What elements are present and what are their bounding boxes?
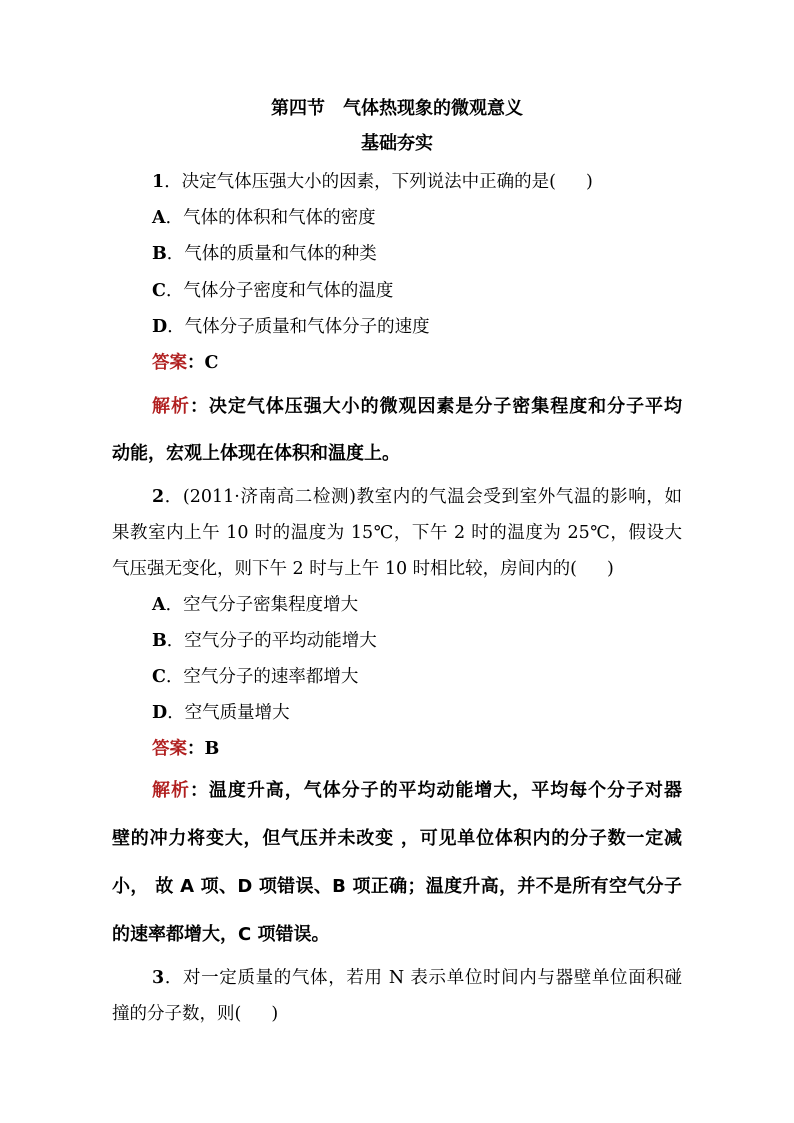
analysis-line: 壁的冲力将变大，但气压并未改变 ，可见单位体积内的分子数一定减 [112, 828, 682, 849]
option-d [152, 315, 430, 339]
option-d [152, 701, 290, 725]
option-c [152, 665, 358, 689]
option-text: ．气体分子密度和气体的温度 [165, 281, 394, 301]
option-letter: D [152, 317, 168, 337]
question-text-end: ) [586, 172, 593, 192]
question-text: 气压强无变化，则下午 2 时与上午 10 时相比较，房间内的( [112, 559, 577, 579]
question-number: 1 [152, 172, 165, 192]
option-text: ．空气分子密集程度增大 [165, 595, 359, 615]
analysis-line: 小， 故 A 项、D 项错误、B 项正确；温度升高，并不是所有空气分子 [112, 876, 682, 897]
question-text: ．(2011·济南高二检测)教室内的气温会受到室外气温的影响，如 [164, 487, 682, 507]
question-number: 3 [152, 968, 165, 988]
question-2-stem [152, 485, 682, 509]
option-text: ．气体的体积和气体的密度 [165, 208, 376, 228]
question-text-end: ) [606, 559, 614, 579]
question-3-stem-line [112, 1002, 278, 1026]
question-text: ．对一定质量的气体，若用 N 表示单位时间内与器壁单位面积碰 [164, 968, 682, 988]
option-letter: B [152, 244, 167, 264]
subsection-title: 基础夯实 [361, 133, 433, 154]
option-letter: A [152, 208, 166, 228]
analysis-label: 解析 [152, 396, 190, 417]
option-b [152, 629, 377, 653]
answer-value: ：B [187, 739, 220, 759]
option-letter: D [152, 703, 168, 723]
analysis-text: ：决定气体压强大小的微观因素是分子密集程度和分子平均 [189, 396, 683, 417]
analysis-label: 解析 [152, 780, 190, 801]
question-text-end: ) [271, 1004, 279, 1024]
section-title: 第四节 气体热现象的微观意义 [271, 98, 523, 119]
question-2-stem-line [112, 557, 614, 581]
analysis-line [152, 779, 682, 803]
analysis-line: 的速率都增大，C 项错误。 [112, 924, 330, 945]
question-text: ．决定气体压强大小的因素，下列说法中正确的是( [164, 172, 557, 192]
option-text: ．空气分子的速率都增大 [165, 667, 359, 687]
analysis-line: 动能，宏观上体现在体积和温度上。 [112, 443, 400, 464]
answer-label: 答案 [152, 739, 187, 759]
answer-label: 答案 [152, 353, 187, 373]
option-letter: B [152, 631, 167, 651]
question-number: 2 [152, 487, 165, 507]
answer-line [152, 737, 219, 761]
option-c [152, 279, 393, 303]
option-letter: C [152, 281, 166, 301]
question-text: 撞的分子数，则( [112, 1004, 242, 1024]
option-text: ．气体的质量和气体的种类 [166, 244, 377, 264]
question-3-stem [152, 966, 682, 990]
question-1-stem [152, 170, 593, 194]
option-letter: A [152, 595, 166, 615]
option-a [152, 206, 376, 230]
option-letter: C [152, 667, 166, 687]
option-text: ．空气分子的平均动能增大 [166, 631, 377, 651]
analysis-line [152, 395, 682, 419]
analysis-text: ：温度升高，气体分子的平均动能增大，平均每个分子对器 [189, 780, 683, 801]
question-2-stem-line: 果教室内上午 10 时的温度为 15℃，下午 2 时的温度为 25℃，假设大 [112, 523, 682, 543]
option-text: ．空气质量增大 [167, 703, 290, 723]
option-text: ．气体分子质量和气体分子的速度 [167, 317, 430, 337]
answer-value: ：C [187, 353, 219, 373]
option-b [152, 242, 377, 266]
answer-line [152, 351, 218, 375]
option-a [152, 593, 358, 617]
